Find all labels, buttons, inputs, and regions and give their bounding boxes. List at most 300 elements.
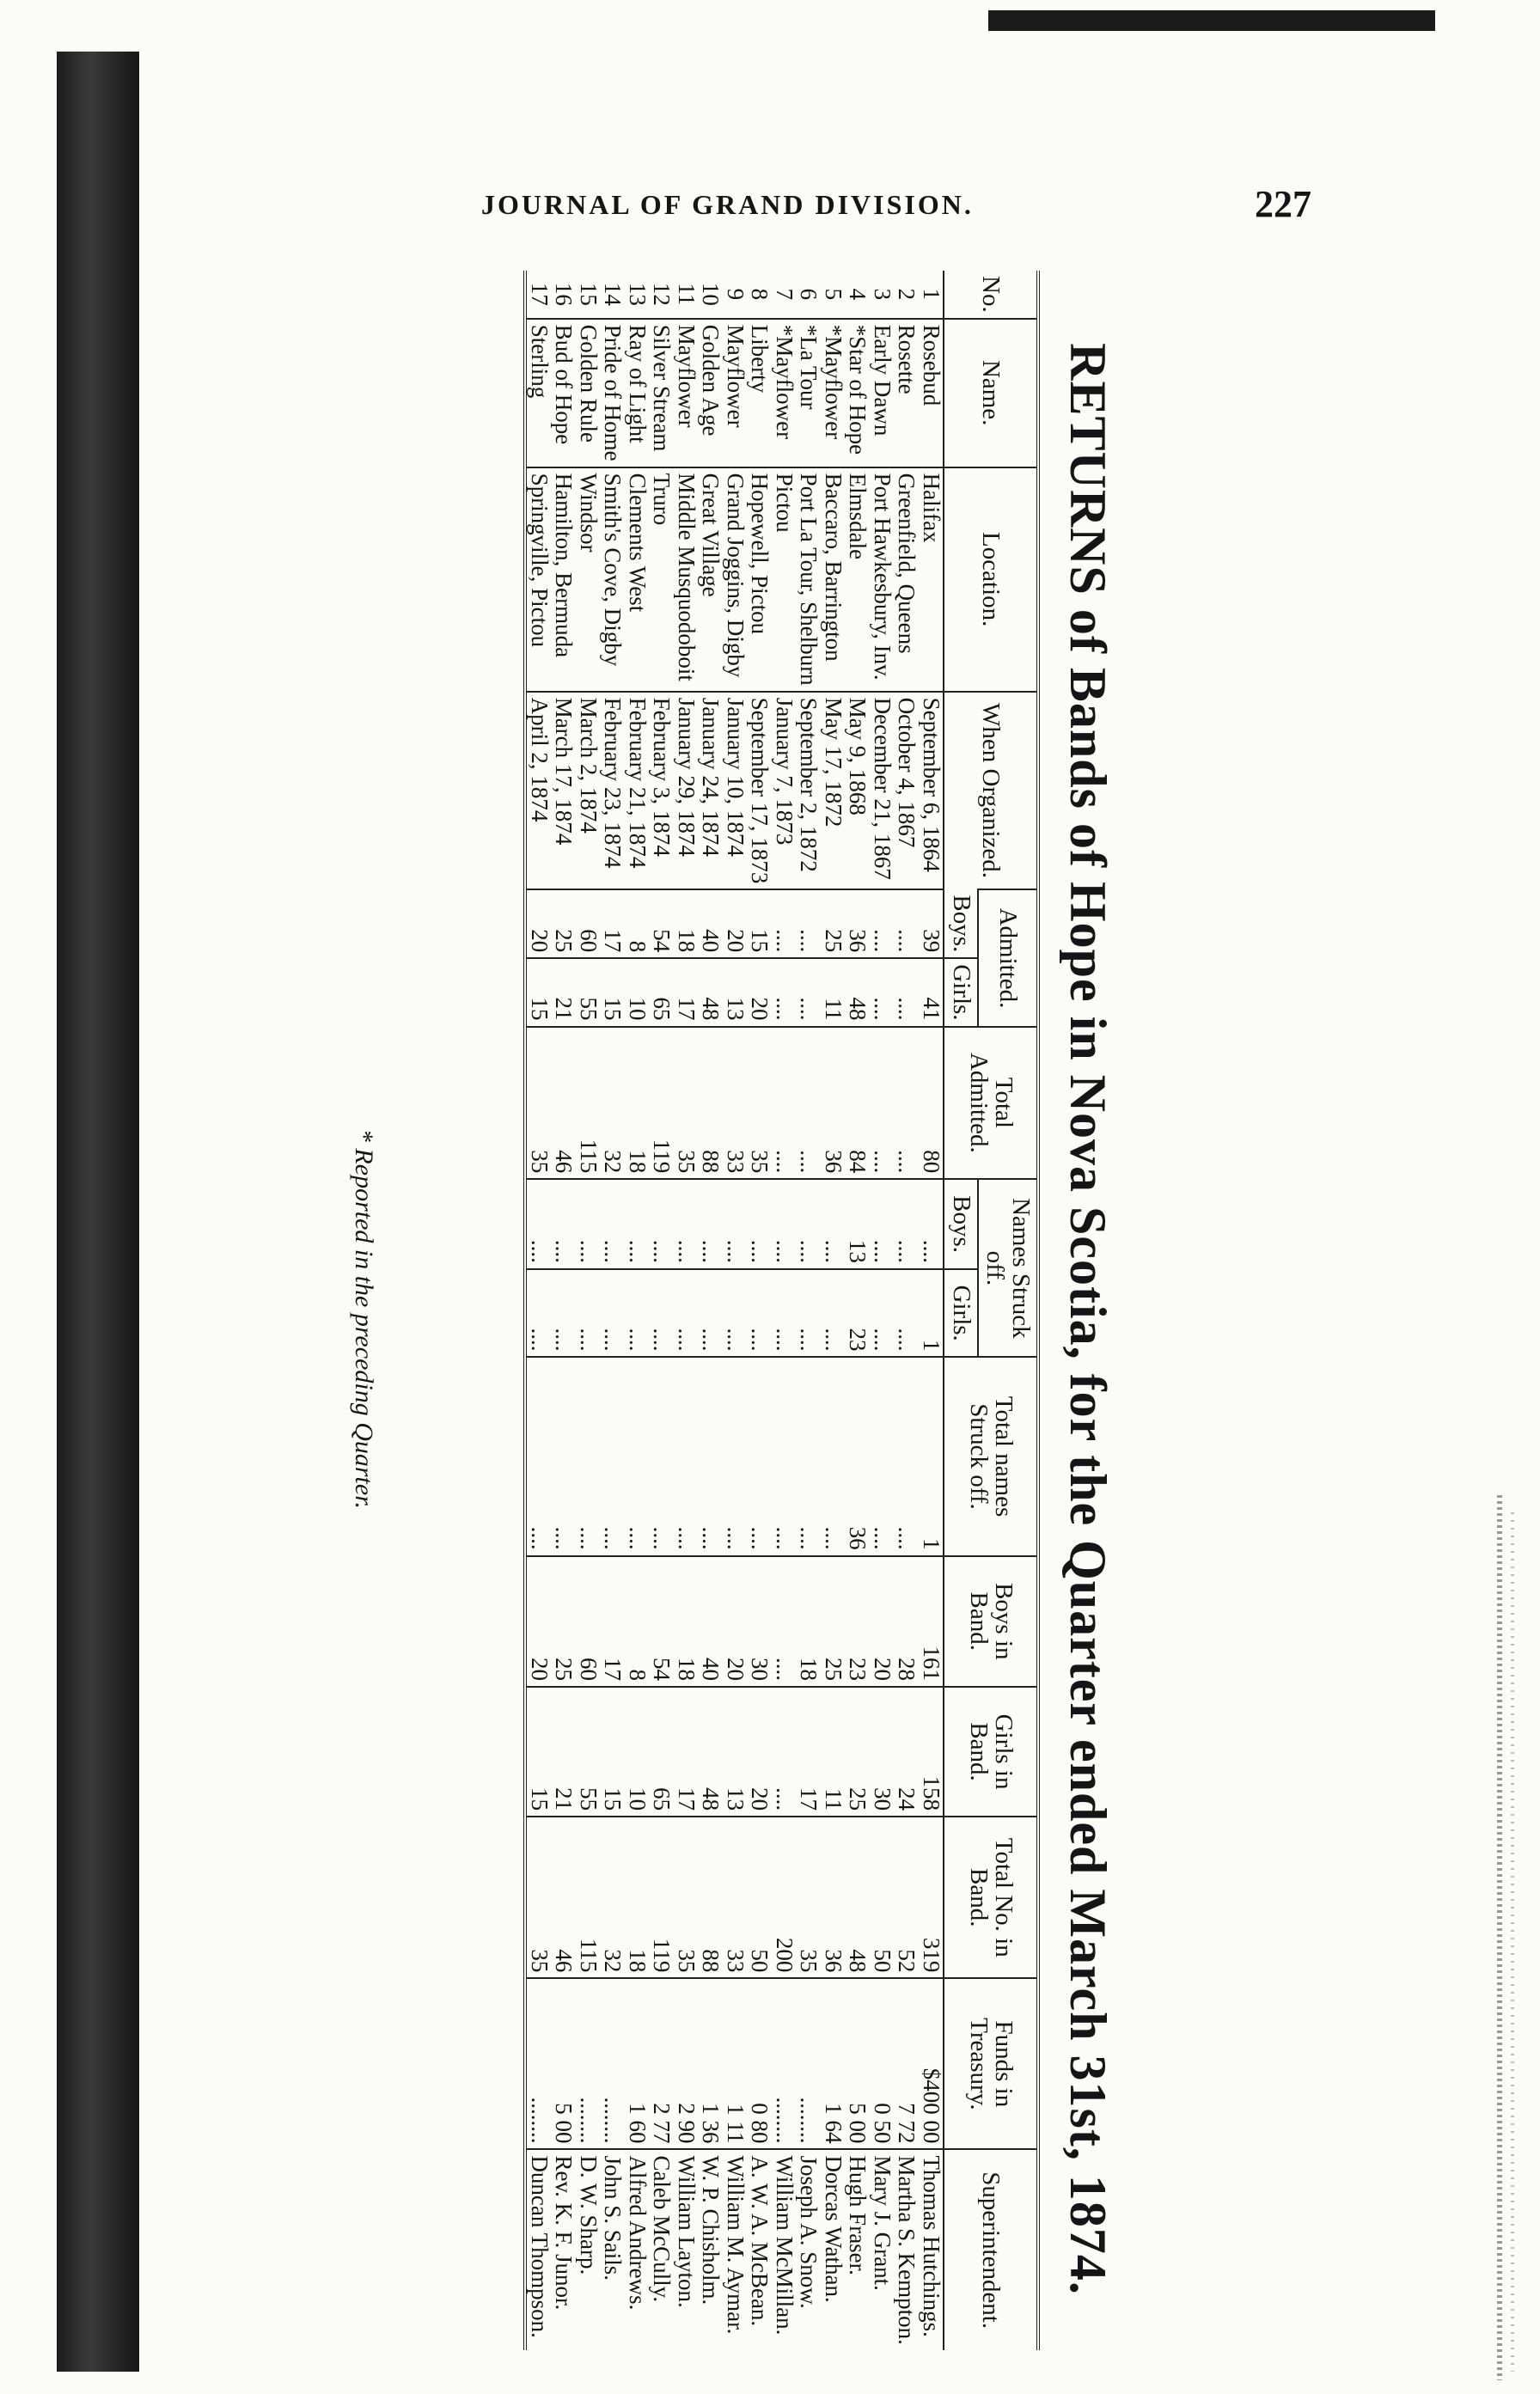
cell-adm-boys: 36 xyxy=(845,889,870,958)
cell-supt: Rev. K. F. Junor. xyxy=(551,2149,576,2350)
cell-str-boys: .... xyxy=(625,1179,650,1269)
cell-location: Elmsdale xyxy=(845,467,870,692)
right-margin-dotted-line xyxy=(1497,1495,1502,2380)
cell-band-total: 35 xyxy=(796,1817,821,1978)
cell-funds: $400 00 xyxy=(919,1978,944,2149)
cell-location: Pictou xyxy=(772,467,797,692)
cell-band-total: 35 xyxy=(674,1817,699,1978)
cell-str-girls: .... xyxy=(698,1269,723,1358)
cell-str-boys: .... xyxy=(576,1179,601,1269)
cell-adm-boys: 54 xyxy=(649,889,674,958)
table-row xyxy=(821,271,846,2350)
cell-location: Hamilton, Bermuda xyxy=(551,467,576,692)
cell-band-girls: 13 xyxy=(723,1687,748,1817)
cell-str-girls: .... xyxy=(674,1269,699,1358)
cell-total-adm: 36 xyxy=(821,1027,846,1180)
cell-adm-girls: 65 xyxy=(649,958,674,1026)
cell-location: Hopewell, Pictou xyxy=(747,467,772,692)
col-location-header: Location. xyxy=(944,467,1038,692)
cell-str-girls: .... xyxy=(649,1269,674,1358)
table-row xyxy=(600,271,625,2350)
cell-adm-girls: 11 xyxy=(821,958,846,1026)
cell-total-str: .... xyxy=(576,1357,601,1555)
cell-total-str: .... xyxy=(525,1357,552,1555)
cell-supt: W. P. Chisholm. xyxy=(698,2149,723,2350)
cell-funds: 1 36 xyxy=(698,1978,723,2149)
cell-band-boys: 17 xyxy=(600,1556,625,1687)
cell-total-adm: .... xyxy=(772,1027,797,1180)
cell-no: 9 xyxy=(722,288,749,301)
cell-no: 17 xyxy=(525,271,552,319)
cell-funds: 1 60 xyxy=(625,1978,650,2149)
cell-band-girls: 55 xyxy=(576,1687,601,1817)
cell-no: 8 xyxy=(747,288,773,301)
cell-no: 4 xyxy=(845,288,871,301)
cell-str-girls: 23 xyxy=(845,1269,870,1358)
cell-supt: Martha S. Kempton. xyxy=(894,2149,919,2350)
cell-adm-girls: .... xyxy=(772,958,797,1026)
cell-band-girls: 21 xyxy=(551,1687,576,1817)
cell-band-boys: 20 xyxy=(723,1556,748,1687)
cell-funds: ........ xyxy=(525,1978,552,2149)
cell-adm-girls: 20 xyxy=(747,958,772,1026)
cell-total-str: 36 xyxy=(845,1357,870,1555)
cell-location: Clements West xyxy=(625,467,650,692)
col-funds-header: Funds in Treasury. xyxy=(944,1978,1038,2149)
cell-band-girls: 25 xyxy=(845,1687,870,1817)
cell-supt: Alfred Andrews. xyxy=(625,2149,650,2350)
cell-adm-girls: .... xyxy=(870,958,895,1026)
cell-funds: 7 72 xyxy=(894,1978,919,2149)
cell-organized: February 3, 1874 xyxy=(649,692,674,890)
cell-band-total: 115 xyxy=(576,1817,601,1978)
cell-total-adm: 35 xyxy=(525,1027,552,1180)
cell-band-girls: 10 xyxy=(625,1687,650,1817)
cell-name: Golden Rule xyxy=(576,319,601,467)
cell-adm-girls: 10 xyxy=(625,958,650,1026)
cell-band-total: 119 xyxy=(649,1817,674,1978)
cell-total-str: .... xyxy=(551,1357,576,1555)
cell-adm-boys: 8 xyxy=(625,889,650,958)
cell-band-girls: 24 xyxy=(894,1687,919,1817)
table-row xyxy=(674,271,699,2350)
cell-adm-girls: .... xyxy=(894,958,919,1026)
col-no-header: No. xyxy=(944,271,1038,319)
cell-total-str: .... xyxy=(772,1357,797,1555)
cell-str-boys: .... xyxy=(894,1179,919,1269)
cell-organized: January 29, 1874 xyxy=(674,692,699,890)
table-row xyxy=(625,271,650,2350)
cell-supt: Dorcas Wathan. xyxy=(821,2149,846,2350)
col-boys-band-header: Boys in Band. xyxy=(944,1556,1038,1687)
cell-funds: 1 11 xyxy=(723,1978,748,2149)
cell-total-adm: 119 xyxy=(649,1027,674,1180)
col-struck-header: Names Struck off. xyxy=(978,1179,1038,1357)
cell-str-boys: .... xyxy=(698,1179,723,1269)
col-admitted-boys-header: Boys. xyxy=(944,889,978,958)
cell-funds: 5 00 xyxy=(551,1978,576,2149)
cell-band-boys: 23 xyxy=(845,1556,870,1687)
cell-band-boys: 40 xyxy=(698,1556,723,1687)
cell-name: Mayflower xyxy=(674,319,699,467)
cell-str-girls: .... xyxy=(772,1269,797,1358)
cell-location: Port Hawkesbury, Inv. xyxy=(870,467,895,692)
cell-adm-boys: .... xyxy=(796,889,821,958)
cell-band-total: 35 xyxy=(525,1817,552,1978)
cell-total-adm: 32 xyxy=(600,1027,625,1180)
table-row xyxy=(723,271,748,2350)
cell-total-str: .... xyxy=(600,1357,625,1555)
cell-location: Truro xyxy=(649,467,674,692)
book-binding-edge xyxy=(57,52,139,2372)
cell-name: *Star of Hope xyxy=(845,319,870,467)
cell-organized: February 21, 1874 xyxy=(625,692,650,890)
cell-organized: May 9, 1868 xyxy=(845,692,870,890)
cell-str-girls: .... xyxy=(525,1269,552,1358)
cell-name: *Mayflower xyxy=(821,319,846,467)
cell-total-str: .... xyxy=(894,1357,919,1555)
cell-band-total: 36 xyxy=(821,1817,846,1978)
cell-organized: March 17, 1874 xyxy=(551,692,576,890)
cell-str-boys: .... xyxy=(551,1179,576,1269)
cell-adm-boys: 60 xyxy=(576,889,601,958)
cell-name: Bud of Hope xyxy=(551,319,576,467)
cell-adm-girls: 15 xyxy=(525,958,552,1026)
cell-band-girls: 48 xyxy=(698,1687,723,1817)
cell-adm-girls: 13 xyxy=(723,958,748,1026)
table-row xyxy=(845,271,870,2350)
cell-str-boys: .... xyxy=(796,1179,821,1269)
cell-band-girls: 30 xyxy=(870,1687,895,1817)
cell-str-girls: .... xyxy=(723,1269,748,1358)
cell-supt: Thomas Hutchings. xyxy=(919,2149,944,2350)
table-row xyxy=(698,271,723,2350)
cell-band-boys: 20 xyxy=(525,1556,552,1687)
cell-location: Great Village xyxy=(698,467,723,692)
cell-organized: March 2, 1874 xyxy=(576,692,601,890)
cell-funds: 0 80 xyxy=(747,1978,772,2149)
cell-band-total: 50 xyxy=(870,1817,895,1978)
cell-no: 16 xyxy=(551,282,578,306)
cell-name: *La Tour xyxy=(796,319,821,467)
returns-table xyxy=(523,271,1040,2350)
cell-organized: April 2, 1874 xyxy=(525,692,552,890)
right-margin-dotted-line-2 xyxy=(1511,1512,1514,2372)
cell-location: Baccaro, Barrington xyxy=(821,467,846,692)
cell-no: 13 xyxy=(624,282,651,306)
cell-total-adm: 46 xyxy=(551,1027,576,1180)
cell-total-str: .... xyxy=(747,1357,772,1555)
cell-total-adm: 80 xyxy=(919,1027,944,1180)
cell-str-girls: .... xyxy=(551,1269,576,1358)
cell-band-total: 33 xyxy=(723,1817,748,1978)
cell-total-str: .... xyxy=(649,1357,674,1555)
cell-no: 10 xyxy=(698,282,724,306)
page-number: 227 xyxy=(1255,183,1311,225)
cell-total-adm: 115 xyxy=(576,1027,601,1180)
table-body xyxy=(525,271,944,2350)
cell-supt: William McMillan. xyxy=(772,2149,797,2350)
cell-total-str: .... xyxy=(821,1357,846,1555)
cell-funds: ........ xyxy=(796,1978,821,2149)
cell-band-boys: 18 xyxy=(796,1556,821,1687)
cell-adm-boys: 20 xyxy=(723,889,748,958)
cell-total-adm: 84 xyxy=(845,1027,870,1180)
cell-band-girls: 158 xyxy=(919,1687,944,1817)
cell-band-boys: 25 xyxy=(551,1556,576,1687)
cell-total-str: .... xyxy=(796,1357,821,1555)
cell-band-total: 50 xyxy=(747,1817,772,1978)
cell-band-girls: 15 xyxy=(600,1687,625,1817)
cell-str-boys: 13 xyxy=(845,1179,870,1269)
cell-adm-girls: 48 xyxy=(845,958,870,1026)
cell-band-boys: 20 xyxy=(870,1556,895,1687)
cell-adm-boys: 15 xyxy=(747,889,772,958)
col-struck-girls-header: Girls. xyxy=(944,1269,978,1358)
cell-total-adm: .... xyxy=(894,1027,919,1180)
cell-band-boys: 28 xyxy=(894,1556,919,1687)
col-admitted-girls-header: Girls. xyxy=(944,958,978,1026)
cell-band-boys: 60 xyxy=(576,1556,601,1687)
cell-no: 6 xyxy=(796,288,822,301)
cell-band-total: 88 xyxy=(698,1817,723,1978)
cell-str-girls: .... xyxy=(600,1269,625,1358)
cell-str-girls: .... xyxy=(576,1269,601,1358)
cell-adm-boys: .... xyxy=(772,889,797,958)
cell-str-girls: .... xyxy=(625,1269,650,1358)
col-admitted-header: Admitted. xyxy=(978,889,1038,1026)
cell-band-girls: 20 xyxy=(747,1687,772,1817)
col-total-admitted-header: Total Admitted. xyxy=(944,1027,1038,1180)
cell-supt: William Layton. xyxy=(674,2149,699,2350)
cell-funds: 0 50 xyxy=(870,1978,895,2149)
cell-adm-girls: 41 xyxy=(919,958,944,1026)
cell-no: 14 xyxy=(600,282,626,306)
cell-adm-girls: 17 xyxy=(674,958,699,1026)
cell-total-str: .... xyxy=(870,1357,895,1555)
table-row xyxy=(576,271,601,2350)
cell-no: 3 xyxy=(869,288,895,301)
cell-str-boys: .... xyxy=(821,1179,846,1269)
cell-str-girls: .... xyxy=(870,1269,895,1358)
cell-adm-girls: 55 xyxy=(576,958,601,1026)
cell-funds: 5 00 xyxy=(845,1978,870,2149)
cell-organized: September 17, 1873 xyxy=(747,692,772,890)
cell-band-boys: 30 xyxy=(747,1556,772,1687)
cell-supt: Caleb McCully. xyxy=(649,2149,674,2350)
cell-str-boys: .... xyxy=(649,1179,674,1269)
cell-str-boys: .... xyxy=(600,1179,625,1269)
cell-band-girls: 17 xyxy=(796,1687,821,1817)
cell-location: Middle Musquodoboit xyxy=(674,467,699,692)
cell-location: Port La Tour, Shelburn xyxy=(796,467,821,692)
cell-name: *Mayflower xyxy=(772,319,797,467)
cell-band-boys: 54 xyxy=(649,1556,674,1687)
cell-supt: Hugh Fraser. xyxy=(845,2149,870,2350)
cell-band-boys: 25 xyxy=(821,1556,846,1687)
cell-adm-girls: 15 xyxy=(600,958,625,1026)
cell-no: 1 xyxy=(918,288,944,301)
table-row xyxy=(747,271,772,2350)
cell-location: Halifax xyxy=(919,467,944,692)
cell-funds: 2 90 xyxy=(674,1978,699,2149)
cell-adm-boys: 25 xyxy=(551,889,576,958)
cell-organized: October 4, 1867 xyxy=(894,692,919,890)
cell-adm-girls: 21 xyxy=(551,958,576,1026)
col-girls-band-header: Girls in Band. xyxy=(944,1687,1038,1817)
running-head: JOURNAL OF GRAND DIVISION. xyxy=(481,189,974,220)
cell-organized: January 7, 1873 xyxy=(772,692,797,890)
table-row xyxy=(919,271,944,2350)
cell-band-total: 48 xyxy=(845,1817,870,1978)
cell-total-str: 1 xyxy=(919,1357,944,1555)
cell-name: Silver Stream xyxy=(649,319,674,467)
cell-band-boys: 161 xyxy=(919,1556,944,1687)
cell-supt: Mary J. Grant. xyxy=(870,2149,895,2350)
col-total-struck-header: Total names Struck off. xyxy=(944,1357,1038,1555)
cell-organized: January 10, 1874 xyxy=(723,692,748,890)
cell-band-girls: 15 xyxy=(525,1687,552,1817)
col-total-band-header: Total No. in Band. xyxy=(944,1817,1038,1978)
cell-adm-girls: .... xyxy=(796,958,821,1026)
cell-funds: 1 64 xyxy=(821,1978,846,2149)
cell-supt: Duncan Thompson. xyxy=(525,2149,552,2350)
table-row xyxy=(796,271,821,2350)
cell-supt: John S. Sails. xyxy=(600,2149,625,2350)
table-row xyxy=(870,271,895,2350)
cell-adm-boys: 17 xyxy=(600,889,625,958)
cell-supt: D. W. Sharp. xyxy=(576,2149,601,2350)
cell-total-str: .... xyxy=(625,1357,650,1555)
table-row xyxy=(772,271,797,2350)
cell-total-str: .... xyxy=(698,1357,723,1555)
cell-adm-boys: 18 xyxy=(674,889,699,958)
cell-band-total: 32 xyxy=(600,1817,625,1978)
cell-location: Greenfield, Queens xyxy=(894,467,919,692)
cell-no: 2 xyxy=(894,288,920,301)
cell-adm-girls: 48 xyxy=(698,958,723,1026)
cell-band-total: 200 xyxy=(772,1817,797,1978)
cell-band-total: 46 xyxy=(551,1817,576,1978)
cell-str-girls: .... xyxy=(747,1269,772,1358)
col-name-header: Name. xyxy=(944,319,1038,467)
cell-adm-boys: 20 xyxy=(525,889,552,958)
cell-str-boys: .... xyxy=(919,1179,944,1269)
cell-name: Rosette xyxy=(894,319,919,467)
cell-str-boys: .... xyxy=(674,1179,699,1269)
cell-total-adm: .... xyxy=(870,1027,895,1180)
cell-str-boys: .... xyxy=(747,1179,772,1269)
cell-band-total: 52 xyxy=(894,1817,919,1978)
cell-band-boys: 18 xyxy=(674,1556,699,1687)
cell-no: 12 xyxy=(649,282,675,306)
col-organized-header: When Organized. xyxy=(944,692,1038,890)
cell-adm-boys: 40 xyxy=(698,889,723,958)
cell-str-boys: .... xyxy=(870,1179,895,1269)
cell-band-boys: .... xyxy=(772,1556,797,1687)
cell-total-adm: 35 xyxy=(747,1027,772,1180)
cell-band-total: 319 xyxy=(919,1817,944,1978)
cell-no: 15 xyxy=(575,282,602,306)
cell-adm-boys: 25 xyxy=(821,889,846,958)
cell-funds: ........ xyxy=(576,1978,601,2149)
cell-str-boys: .... xyxy=(723,1179,748,1269)
cell-name: Sterling xyxy=(525,319,552,467)
cell-str-boys: .... xyxy=(772,1179,797,1269)
cell-name: Golden Age xyxy=(698,319,723,467)
cell-location: Smith's Cove, Digby xyxy=(600,467,625,692)
table-title: RETURNS of Bands of Hope in Nova Scotia, for the Quarter ended March 31st, 1874. xyxy=(1060,343,1116,2295)
cell-no: 11 xyxy=(673,283,700,306)
cell-adm-boys: .... xyxy=(894,889,919,958)
cell-total-adm: .... xyxy=(796,1027,821,1180)
cell-band-girls: 65 xyxy=(649,1687,674,1817)
col-superintendent-header: Superintendent. xyxy=(944,2149,1038,2350)
cell-no: 5 xyxy=(820,288,846,301)
cell-band-girls: .... xyxy=(772,1687,797,1817)
table-row xyxy=(525,271,552,2350)
cell-band-total: 18 xyxy=(625,1817,650,1978)
table-row xyxy=(551,271,576,2350)
cell-total-adm: 18 xyxy=(625,1027,650,1180)
cell-name: Rosebud xyxy=(919,319,944,467)
cell-no: 7 xyxy=(771,288,798,301)
cell-organized: January 24, 1874 xyxy=(698,692,723,890)
cell-name: Ray of Light xyxy=(625,319,650,467)
col-struck-boys-header: Boys. xyxy=(944,1179,978,1269)
cell-name: Early Dawn xyxy=(870,319,895,467)
cell-str-girls: .... xyxy=(796,1269,821,1358)
cell-str-boys: .... xyxy=(525,1179,552,1269)
cell-total-adm: 33 xyxy=(723,1027,748,1180)
cell-funds: 2 77 xyxy=(649,1978,674,2149)
cell-organized: September 6, 1864 xyxy=(919,692,944,890)
cell-location: Grand Joggins, Digby xyxy=(723,467,748,692)
cell-funds: ........ xyxy=(600,1978,625,2149)
top-printed-rule xyxy=(988,10,1435,31)
cell-adm-boys: 39 xyxy=(919,889,944,958)
cell-organized: September 2, 1872 xyxy=(796,692,821,890)
cell-supt: William M. Aymar. xyxy=(723,2149,748,2350)
cell-organized: December 21, 1867 xyxy=(870,692,895,890)
cell-funds: ........ xyxy=(772,1978,797,2149)
cell-organized: February 23, 1874 xyxy=(600,692,625,890)
cell-name: Liberty xyxy=(747,319,772,467)
cell-band-girls: 17 xyxy=(674,1687,699,1817)
cell-total-adm: 35 xyxy=(674,1027,699,1180)
rotated-table-block xyxy=(344,253,1117,2385)
table-row xyxy=(894,271,919,2350)
cell-total-str: .... xyxy=(723,1357,748,1555)
cell-str-girls: 1 xyxy=(919,1269,944,1358)
cell-str-girls: .... xyxy=(821,1269,846,1358)
cell-location: Windsor xyxy=(576,467,601,692)
table-row xyxy=(649,271,674,2350)
cell-name: Pride of Home xyxy=(600,319,625,467)
cell-band-boys: 8 xyxy=(625,1556,650,1687)
cell-total-str: .... xyxy=(674,1357,699,1555)
cell-location: Springville, Pictou xyxy=(525,467,552,692)
cell-supt: Joseph A. Snow. xyxy=(796,2149,821,2350)
cell-str-girls: .... xyxy=(894,1269,919,1358)
footnote: * Reported in the preceding Quarter. xyxy=(350,1128,378,1510)
cell-band-girls: 11 xyxy=(821,1687,846,1817)
cell-total-adm: 88 xyxy=(698,1027,723,1180)
cell-name: Mayflower xyxy=(723,319,748,467)
cell-organized: May 17, 1872 xyxy=(821,692,846,890)
cell-supt: A. W. A. McBean. xyxy=(747,2149,772,2350)
cell-adm-boys: .... xyxy=(870,889,895,958)
